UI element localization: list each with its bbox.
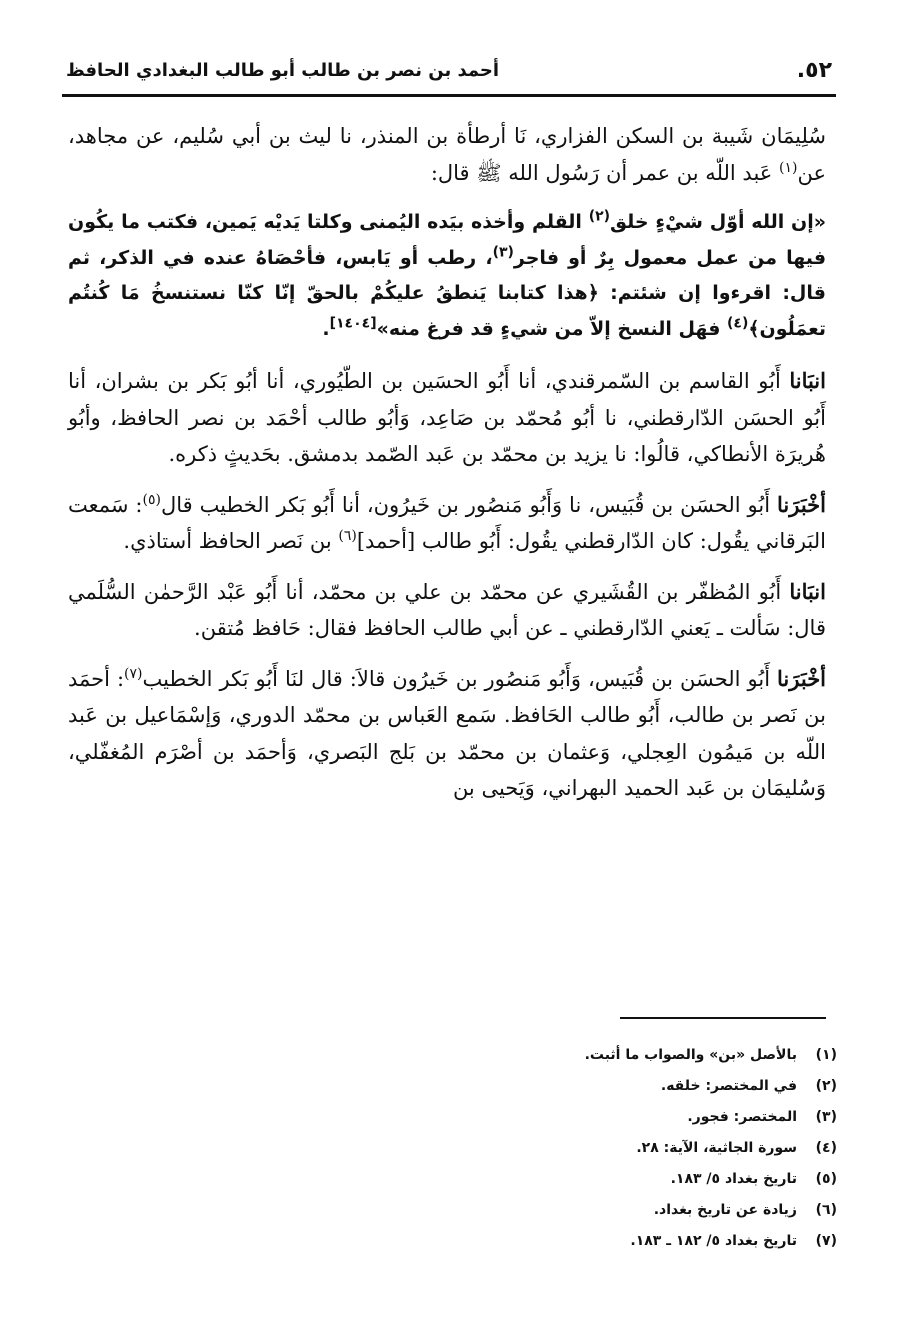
paragraph-text: سُلِيمَان شَيبة بن السكن الفزاري، نَا أرطأة بن المنذر، نا ليث بن أبي سُليم، عن مجاهد، عن (68, 124, 826, 185)
footnote-number: (٤) (815, 1140, 837, 1156)
footnote-item (137, 1226, 837, 1257)
page-number: ٥٢. (796, 58, 832, 83)
paragraph-lead-word: أخْبَرَنا (777, 491, 826, 517)
paragraph-isnad-2 (68, 363, 826, 473)
paragraph-text: أَبُو الحسَن بن قُبَيس، نا وَأَبُو مَنصُور بن خَيرُون، أنا أَبُو بَكر الخطيب قال (160, 492, 777, 517)
main-text (68, 118, 826, 821)
footnote-ref: (١) (779, 159, 798, 176)
hadith-text: . (322, 317, 330, 340)
paragraph-isnad-3 (68, 487, 826, 560)
footnote-number: (٢) (815, 1078, 837, 1094)
paragraph-isnad-5 (68, 661, 826, 807)
paragraph-text: أَبُو القاسم بن السّمرقندي، أنا أَبُو الحسَين بن الطّيُوري، أنا أبُو بَكر بن بشران، أنا أَبُو الحسَن الدّارقطني، نا أبُو مُحمّد بن صَاعِد، وَأبُو طالب أحْمَد بن نصر الحافظ، وأبُو هُريرَة الأنطاكي، قالُوا: نا يزيد بن محمّد بن عَبد الصّمد بدمشق. بحَديثٍ ذكره. (68, 369, 826, 466)
footnote-number: (٦) (815, 1202, 837, 1218)
footnote-ref: (٤) (727, 315, 749, 332)
footnote-ref: (٦) (338, 528, 357, 544)
footnote-item (137, 1164, 837, 1195)
footnote-text: سورة الجاثية، الآية: ٢٨. (636, 1140, 797, 1156)
page-header (62, 58, 836, 92)
hadith-text: القلم وأخذه بيَده اليُمنى وكلتا يَديْه يَمين، فكتب ما يكُون فيها من عمل معمول بِرٌ أو فاجر (68, 211, 827, 269)
hadith-number: [١٤٠٤] (329, 315, 377, 332)
paragraph-text: بن نَصر الحافظ أستاذي. (123, 529, 339, 553)
paragraph-lead-word: أخْبَرَنا (777, 665, 827, 691)
hadith-text: فهَل النسخ إلاّ من شيءٍ قد فرغ منه» (376, 317, 728, 340)
paragraph-hadith (68, 205, 826, 347)
footnote-number: (١) (815, 1047, 837, 1063)
footnote-text: تاريخ بغداد ٥/ ١٨٣. (670, 1171, 797, 1187)
paragraph-text: أَبُو الحسَن بن قُبَيس، وَأَبُو مَنصُور بن خَيرُون قالاَ: قال لنَا أَبُو بَكر الخطيب (142, 666, 778, 691)
running-title: أحمد بن نصر بن طالب أبو طالب البغدادي الحافظ (66, 60, 500, 81)
footnote-ref: (٥) (142, 491, 161, 508)
footnote-ref: (٧) (124, 665, 143, 682)
paragraph-text: أَبُو المُظفّر بن القُشَيري عن محمّد بن علي بن محمّد، أنا أَبُو عَبْد الرَّحمٰن السُّلَمي قال: سَألت ـ يَعني الدّارقطني ـ عن أبي طالب الحافظ فقال: حَافظ مُتقن. (68, 579, 826, 640)
footnote-text: المختصر: فجور. (687, 1109, 797, 1125)
footnote-ref: (٣) (492, 244, 514, 261)
footnote-number: (٣) (815, 1109, 837, 1125)
footnote-number: (٥) (815, 1171, 837, 1187)
paragraph-text: : سَمعت البَرقاني يقُول: كان الدّارقطني يقُول: أَبُو طالب [أحمد] (68, 492, 826, 553)
paragraph-text: : أحمَد بن نَصر بن طالب، أَبُو طالب الحَافظ. سَمع العَباس بن محمّد الدوري، وَإسْمَاعيل بن عَبد اللّه بن مَيمُون العِجلي، وَعثمان بن محمّد بن بَلج البَصري، وَأحمَد بن أصْرَم المُغفّلي، وَسُليمَان بن عَبد الحميد البهراني، وَيَحيى بن (68, 666, 826, 800)
paragraph-isnad-4 (68, 574, 826, 647)
footnote-text: في المختصر: خلقه. (660, 1078, 797, 1094)
paragraph-text: عَبد اللّه بن عمر أن رَسُول الله ﷺ قال: (430, 160, 779, 185)
footnote-ref: (٢) (588, 208, 611, 225)
footnote-number: (٧) (815, 1233, 837, 1249)
paragraph-lead-word: انبَانا (789, 368, 826, 393)
hadith-text: «إن الله أوّل شيْءٍ خلق (610, 211, 826, 233)
footnote-item (137, 1040, 837, 1071)
header-rule (62, 94, 836, 97)
footnote-item (137, 1133, 837, 1164)
footnote-separator (620, 1017, 826, 1019)
footnote-item (137, 1071, 837, 1102)
footnotes (137, 1040, 837, 1257)
footnote-text: بالأصل «بن» والصواب ما أثبت. (584, 1047, 797, 1063)
hadith-text: ، رطب أو يَابس، فأحْصَاهُ عنده في الذكر، ثم قال: اقرءوا إن شئتم: ﴿هذا كتابنا يَنطقُ عليكُمْ بالحقّ إنّا كنّا نستنسخُ مَا كُنتُم تعمَلُون﴾ (68, 246, 826, 340)
paragraph-lead-word: انبَانا (789, 578, 826, 604)
footnote-item (137, 1195, 837, 1226)
footnote-item (137, 1102, 837, 1133)
footnote-text: زيادة عن تاريخ بغداد. (653, 1202, 797, 1218)
footnote-text: تاريخ بغداد ٥/ ١٨٢ ـ ١٨٣. (630, 1233, 797, 1249)
paragraph-isnad-1 (68, 118, 826, 191)
